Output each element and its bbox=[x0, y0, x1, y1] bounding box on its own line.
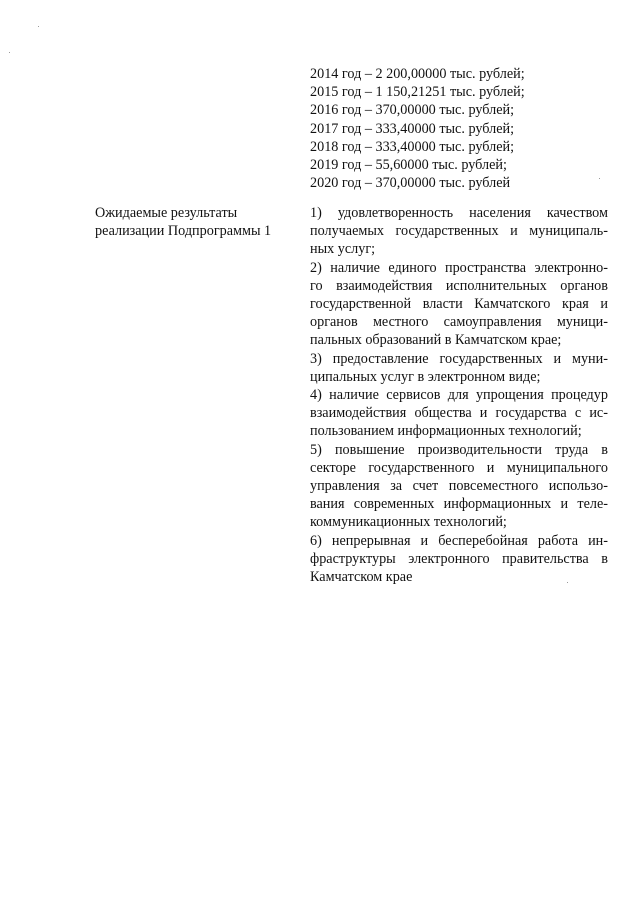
funding-line: 2019 год – 55,60000 тыс. рублей; bbox=[310, 157, 507, 174]
results-line: ных услуг; bbox=[310, 241, 376, 258]
funding-line: 2018 год – 333,40000 тыс. рублей; bbox=[310, 138, 515, 155]
expected-results-text bbox=[310, 204, 608, 586]
results-line: фраструктуры электронного правительства в bbox=[310, 550, 608, 567]
results-line: 2) наличие единого пространства электронно- bbox=[310, 259, 608, 276]
results-line: 5) повышение производительности труда в bbox=[310, 441, 608, 458]
results-line: пользованием информационных технологий; bbox=[310, 423, 582, 440]
results-line: пальных образований в Камчатском крае; bbox=[310, 332, 562, 349]
funding-by-year bbox=[310, 65, 610, 192]
label-line: Ожидаемые результаты bbox=[95, 205, 238, 221]
results-line: 4) наличие сервисов для упрощения процедур bbox=[310, 387, 608, 404]
results-line: го взаимодействия исполнительных органов bbox=[310, 277, 608, 294]
funding-line: 2014 год – 2 200,00000 тыс. рублей; bbox=[310, 66, 525, 82]
results-line: вания современных информационных и теле- bbox=[310, 496, 608, 513]
funding-line: 2020 год – 370,00000 тыс. рублей bbox=[310, 175, 511, 192]
label-line: реализации Подпрограммы 1 bbox=[95, 223, 272, 240]
results-line: государственной власти Камчатского края и bbox=[310, 296, 608, 313]
results-line: 1) удовлетворенность населения качеством bbox=[310, 205, 608, 221]
results-line: взаимодействия общества и государства с ис- bbox=[310, 405, 608, 422]
results-line: управления за счет повсеместного использо- bbox=[310, 478, 608, 495]
results-line: ципальных услуг в электронном виде; bbox=[310, 368, 541, 385]
expected-results-label bbox=[95, 204, 295, 240]
results-line: Камчатском крае bbox=[310, 569, 413, 586]
results-line: секторе государственного и муниципального bbox=[310, 459, 608, 476]
results-line: коммуникационных технологий; bbox=[310, 514, 507, 531]
funding-line: 2016 год – 370,00000 тыс. рублей; bbox=[310, 102, 515, 119]
results-line: получаемых государственных и муниципаль- bbox=[310, 223, 608, 240]
results-line: органов местного самоуправления муници- bbox=[310, 314, 608, 331]
scan-speck bbox=[9, 52, 10, 53]
results-line: 3) предоставление государственных и муни- bbox=[310, 350, 608, 367]
results-line: 6) непрерывная и бесперебойная работа ин- bbox=[310, 532, 608, 549]
funding-line: 2015 год – 1 150,21251 тыс. рублей; bbox=[310, 84, 525, 101]
funding-line: 2017 год – 333,40000 тыс. рублей; bbox=[310, 120, 515, 137]
scan-speck bbox=[38, 26, 39, 27]
